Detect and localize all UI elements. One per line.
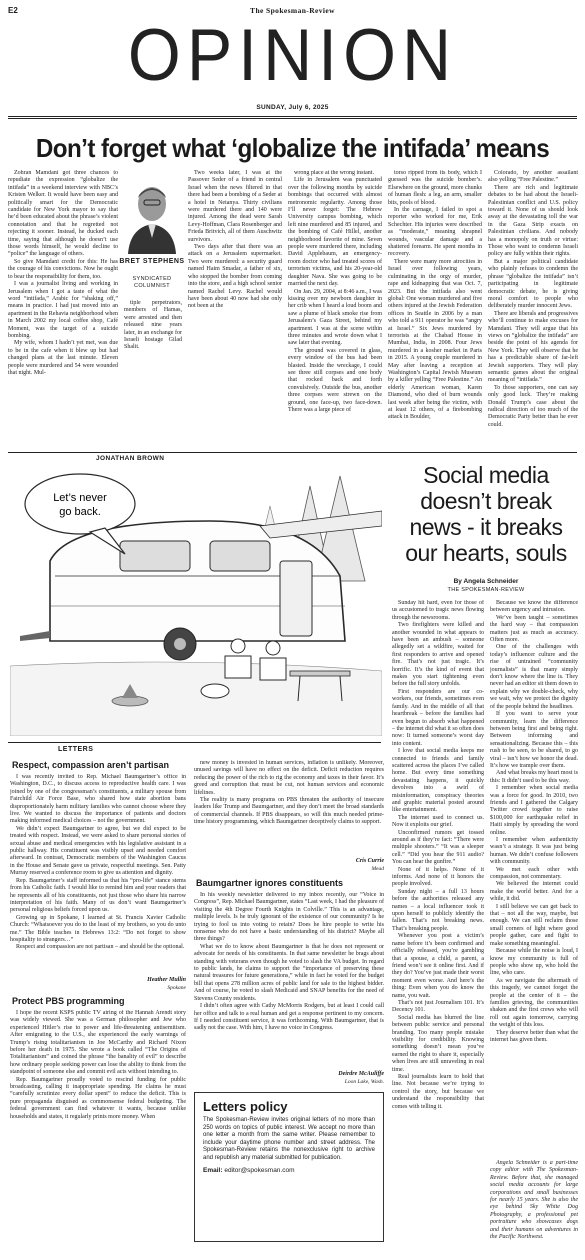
paragraph: Real journalists learn to hold that line. Not because we’re trying to control the story, but because we understand the responsibility that comes with telling it.: [392, 1074, 484, 1110]
paragraph: Sunday hit hard, even for those of us accustomed to tragic news flowing through the newsrooms.: [392, 600, 484, 621]
cartoonist-name: JONATHAN BROWN: [96, 455, 165, 462]
paragraph: Two weeks later, I was at the Passover Seder of a friend in central Israel when the news filtered in that there had been a bombing of a Seder at a hotel in Netanya. Thirty civilians were murdered there and 140 were injured. Among the dead were Sarah Levy-Hoffman, Clara Rosenberger and Frieda Britvich, all of them Auschwitz survivors.: [188, 170, 282, 243]
letters-title: LETTERS: [58, 746, 94, 753]
letter-body: [10, 774, 186, 974]
paragraph: Growing up in Spokane, I learned at St. Francis Xavier Catholic Church: “Whatsoever you do to the least of my brothers, so you do unto me.” The Bible teaches in Hebrews 13:2: “Do not forget to show hospitality to strangers…”: [10, 914, 186, 943]
letters-email-line: [203, 1167, 375, 1174]
paragraph: Two days after that there was an attack on a Jerusalem supermarket. Two were murdered: a security guard named Haim Smadar, a father of six, who stopped the bomber from coming into the store, and a high school senior named Rachel Levy. Rachel would have been about 40 now had she only not been at the: [188, 244, 282, 310]
paragraph: As we navigate the aftermath of this tragedy, we cannot forget the people at the center of it – the families grieving, the communities shaken and the first crews who will roll out again tomorrow, carrying the weight of this loss.: [490, 977, 578, 1029]
author-role: SYNDICATED COLUMNIST: [132, 276, 172, 289]
letter-text: [10, 1010, 186, 1121]
paragraph: What we do to know about Baumgartner is that he does not represent or advocate for needs of his constituents. In that same newsletter he brags about standing with veterans even though he voted to slash the VA budget. In regard to public lands, he claims to support the “importance of preserving these natural treasures for future generations,” while in fact he voted for the budget bill that opens 278 million acres of public land for sale to the highest bidder. And of course, he voted to slash Medicaid and SNAP benefits for the need of Stevens County residents.: [194, 943, 384, 1002]
paragraph: torso ripped from its body, which I guessed was the suicide bomber’s. Elsewhere on the ground, more chunks of human flesh: a leg, an arm, smaller bits, pools of blood.: [388, 170, 482, 206]
story-column: [288, 170, 382, 450]
paragraph: If you want to serve your community, learn the difference between being first and being right. Between informing and sensationalizing. Because this – this rush to be seen, to be shared, to go viral – isn’t how we honor the dead. It’s how we trample over them.: [490, 711, 578, 769]
social-column-text: [490, 600, 578, 1155]
story-column-text: [488, 170, 578, 429]
letter-body: [194, 760, 384, 856]
paragraph: To those supporters, one can say only good luck. They’re making Donald Trump’s case about the radical direction of too much of the Democratic Party better than he ever could.: [488, 384, 578, 428]
story-column-text: [388, 170, 482, 422]
story-column: [124, 300, 182, 448]
letter-signer: Cris Currie: [355, 858, 384, 864]
paragraph: I didn’t often agree with Cathy McMorris Rodgers, but at least I could call her office and talk to a real human and get a response pertinent to my concern. If I needed constituent service, it was forthcoming. With Baumgartner, that is sadly not the case. With him, I have no voice in Congress.: [194, 1003, 384, 1032]
letter-headline: Respect, compassion aren’t partisan: [12, 760, 170, 770]
author-name: BRET STEPHENS: [119, 258, 185, 265]
story-column: [8, 170, 118, 450]
editorial-cartoon: [10, 466, 382, 736]
paragraph: So give Mamdani credit for this: He has the courage of his convictions. Now he ought to bear the responsibility for them, too.: [8, 258, 118, 280]
story-column: [488, 170, 578, 450]
paragraph: The ground was covered in glass, every window of the bus had been blasted. Inside the wreckage, I could see three still corpses and one body that rocked back and forth convulsively. Outside the bus, another three corpses were strewn on the ground, one face-up, two face-down. There was a large piece of: [288, 347, 382, 413]
paragraph: But a major political candidate who plainly refuses to condemn the phrase “globalize the intifada” isn’t participating in legitimate democratic debate, he is giving moral comfort to people who deliberately murder innocent Jews.: [488, 258, 578, 310]
social-column-byline: By Angela Schneider: [453, 578, 519, 585]
letter-signer: Heather Mullin: [147, 977, 186, 983]
paragraph: Whenever you post a victim’s name before it’s been confirmed and officially released, you’re gambling that a spouse, a child, a parent, a friend won’t see it online first. And if they do? You’ve just made their worst moment even worse. And here’s the thing: Even when you do know the name, you wait.: [392, 933, 484, 999]
social-column-headline: Social media doesn’t break news - it breaks our hearts, souls: [405, 462, 567, 566]
story-column: [388, 170, 482, 450]
paragraph: Colorado, by another assailant also yelling “Free Palestine.”: [488, 170, 578, 184]
paragraph: In his weekly newsletter delivered to my inbox recently, our “Voice in Congress”, Rep. Michael Baumgartner, states “Last week, I had the pleasure of visiting the 4th Degree Fourth Knights in Colville.” This is an advantage, multiple levels. Is he truly ignorant of the existence of our community? Is he trying to fool us into voting to retain? Does he hire people to write his nonsense who do not have a basic understanding of his district? Maybe all three things?: [194, 892, 384, 943]
section-divider: [8, 452, 577, 453]
letter-headline: Baumgartner ignores constituents: [196, 878, 344, 888]
letters-policy-body: The Spokesman-Review invites original letters of no more than 250 words on topics of public interest. We accept no more than one letter a month from the same writer. Please remember to include your daytime phone number and street address. The Spokesman-Review retains the nonexclusive right to archive and republish any material submitted for publication.: [203, 1117, 375, 1161]
paragraph: I love that social media keeps me connected to friends and family scattered across the places I’ve called home. But every time something devastating happens, it quickly devolves into a swirl of misinformation, conspiracy theories and graphic material posted around like entertainment.: [392, 748, 484, 814]
paragraph: Zohran Mamdani got three chances to repudiate the expression “globalize the intifada” in a weekend interview with NBC’s Kristen Welker. It would have been easy and politically smart for the Democratic candidate for New York mayor to say that he’d been educated about the phrase’s violent connotation and that he regretted not rejecting it sooner. Instead, he ducked each time, saying that although he doesn’t use those words himself, he would decline to “police” the language of others.: [8, 170, 118, 258]
paragraph: tiple perpetrators, members of Hamas, were arrested and then released nine years later, in an exchange for Israeli hostage Gilad Shalit.: [124, 300, 182, 351]
paragraph: I hope the recent KSPS public TV airing of the Hannah Arendt story was widely viewed. She was a German philosopher and Jew who experienced Hitler’s rise to power and life-threatening antisemitism. After emigrating to the U.S., she experienced the early warnings of Trump’s rising totalitarianism in Joe McCarthy and Richard Nixon before her death in 1975. She wrote a book called “The Origins of Totalitarianism” and coined the phrase “the banality of evil” to describe how ordinary people seeking power can lose the ability to think from the standpoint of someone else and commit evil acts without intending to.: [10, 1010, 186, 1076]
paragraph: Rep. Baumgartner’s staff informed us that his “pro-life” stance stems from his Catholic faith. I would like to remind him and your readers that he represents all of his constituents, not just those who share his narrow interpretation of his faith. Many of us don’t want Baumgartner’s personal religious beliefs forced upon us.: [10, 877, 186, 914]
paragraph: Unconfirmed rumors get tossed around as if they’re fact: “There were multiple shooters.” “It was a sleeper cell.” “Did you hear the 911 audio? You can hear the gunfire.”: [392, 829, 484, 866]
paragraph: And what breaks my heart most is this: It didn’t used to be this way.: [490, 770, 578, 784]
paragraph: The reality is many programs on PBS threaten the authority of insecure leaders like Trump and Baumgartner, and they don’t meet the broad standards of commercial channels. If PBS disappears, so will this much needed prime-time history programming, which Baumgartner deceptively claims to support.: [194, 797, 384, 826]
section-masthead: OPINION: [127, 13, 458, 97]
paragraph: My wife, whom I hadn’t yet met, was due to be in the cafe when it blew up but had changed plans at the last minute. Eleven people were murdered and 54 were wounded that night. Mul-: [8, 340, 118, 376]
paragraph: I still believe we can get back to that – not all the way, maybe, but enough. We can still reclaim those small corners of light where good people gather, care and fight to make something meaningful.: [490, 903, 578, 947]
paragraph: Life in Jerusalem was punctuated over the following months by suicide bombings that occurred with almost metronomic regularity. Among those I’ll never forget: The Hebrew University campus bombing, which left nine murdered and 85 injured, and the bombing of Café Hillel, another neighborhood favorite of mine. Seven people were murdered there, including David Applebaum, an emergency-room doctor who had treated scores of terrorism victims, and his 20-year-old daughter Nava. She was going to be married the next day.: [288, 177, 382, 288]
paragraph: I remember when social media was a force for good. In 2010, two friends and I gathered the Calgary Twitter crowd together to raise $100,000 for earthquake relief in Haiti simply by spreading the word online.: [490, 785, 578, 836]
paragraph: I remember when authenticity wasn’t a strategy. It was just being human. We didn’t confuse followers with community.: [490, 837, 578, 866]
paragraph: Social media has blurred the line between public service and personal branding. Too many people mistake visibility for credibility. Knowing something doesn’t mean you’ve earned the right to share it, especially when lives are still unraveling in real time.: [392, 1014, 484, 1073]
paragraph: We didn’t expect Baumgartner to agree, but we did expect to be treated with respect. Instead, we were asked to share personal stories of sexual abuse and medical emergencies with his legislative assistant in a public hallway. His constituent was visibly upset and needed comfort afterward. In contrast, Democratic members of the Washington Caucus in the House and Senate gave us private, respectful meetings. Sen. Patty Murray reserved a conference room to give us attention and dignity.: [10, 825, 186, 877]
newspaper-name: The Spokesman-Review: [250, 6, 335, 15]
letter-location: Mead: [371, 866, 384, 872]
letters-policy-title: Letters policy: [203, 1099, 288, 1114]
social-column-text: [392, 600, 484, 1246]
paragraph: Sunday night – a full 13 hours before the authorities released any names – a local influencer took it upon herself to publicly identify the fallen. That’s not breaking news. That’s breaking people.: [392, 888, 484, 932]
speech-line: go back.: [59, 506, 101, 518]
story-column-text: [188, 170, 282, 311]
paragraph: Because while the noise is loud, I know my community is full of people who show up, who hold the line, who care.: [490, 948, 578, 977]
letter-headline: Protect PBS programming: [12, 996, 125, 1006]
paragraph: Because we know the difference between urgency and intrusion.: [490, 600, 578, 614]
paragraph: One of the challenges with today’s influencer culture and the rise of untrained “community journalists” is that many simply don’t know where the line is. They never had an editor sit them down to explain why we double-check, why we wait, why we protect the dignity of the people behind the headlines.: [490, 644, 578, 710]
letters-policy-box: [194, 1092, 384, 1242]
paragraph: I was recently invited to Rep. Michael Baumgartner’s office in Washington, D.C., to discuss access to reproductive health care. I was joined by one of the congressman’s constituents, a military spouse from Fairchild Air Force Base, who shared how state abortion bans disproportionately harm military families who cannot choose where they live. We wanted to discuss the importance of patients and doctors making informed medical choices – not the government.: [10, 774, 186, 825]
author-bio-text: [490, 1160, 578, 1241]
letter-text: [194, 760, 384, 827]
paragraph: In the carnage, I failed to spot a reporter who worked for me, Erik Schechter. His injuries were described as “moderate,” meaning shrapnel wounds, vascular damage and a shattered forearm. He spent months in recovery.: [388, 207, 482, 258]
letter-body: [194, 892, 384, 1068]
paragraph: On Jan. 29, 2004, at 8:46 a.m., I was kissing over my newborn daughter in her crib when I heard a loud boom and saw a plume of black smoke rise from Jerusalem’s Gaza Street, behind my apartment. I was at the scene within three minutes and wrote down what I saw later that evening.: [288, 288, 382, 347]
paragraph: new money is invested in human services, inflation is unlikely. Moreover, unused savings will have no effect on the deficit. Deficit reduction requires reducing the power of the rich to rig the economy and taxes in their favor. It’s greed and corruption that must be cut, not human services and economic lifelines.: [194, 760, 384, 796]
letter-location: Spokane: [167, 985, 186, 991]
paragraph: First responders are our co-workers, our friends, sometimes even family. And in the middle of all that heartbreak – before the families had even begun to absorb what happened – the internet did what it so often does now: It turned someone’s worst day into content.: [392, 688, 484, 747]
story-column: [188, 170, 282, 450]
paragraph: That’s not just Journalism 101. It’s Decency 101.: [392, 999, 484, 1014]
author-bio: [490, 1160, 578, 1246]
letter-signer: Deirdre McAuliffe: [338, 1071, 384, 1077]
author-portrait: [124, 178, 180, 254]
page-number: E2: [8, 6, 18, 15]
paragraph: There are liberals and progressives who’ll continue to make excuses for Mamdani. They will argue that his views on “globalize the intifada” are beside the point of his agenda for New York. They will observe that he has a predictable share of far-left Jewish supporters. They will play semantic games about the original meaning of “intifada.”: [488, 310, 578, 384]
paragraph: Two firefighters were killed and another wounded in what appears to have been an ambush – someone allegedly set a wildfire, waited for first responders to arrive and opened fire. That’s not just tragic. It’s horrific. It’s the kind of event that makes you start tightening even before the full story unfolds.: [392, 622, 484, 688]
paragraph: They deserve better than what the internet has given them.: [490, 1029, 578, 1043]
paragraph: There were many more atrocities in Israel over following years, culminating in the orgy of murder, rape and kidnapping that was Oct. 7, 2023. But the intifada also went global: One woman murdered and five others injured at the Jewish Federation offices in Seattle in 2006 by a man who told a 911 operator he was “angry at Israel.” Six Jews murdered by terrorists at the Chabad House in Mumbai, India, in 2008. Four Jews murdered in a kosher market in Paris in 2015. A young couple murdered in May after leaving a reception at Washington’s Capital Jewish Museum by a killer yelling “Free Palestine.” An elderly American woman, Karen Diamond, who died of burn wounds last week after being the victim, with at least 12 others, of a firebombing attack in Boulder,: [388, 258, 482, 421]
paragraph: wrong place at the wrong instant.: [294, 170, 374, 176]
social-text: [490, 600, 578, 1044]
paragraph: None of it helps. None of it informs. And none of it honors the people involved.: [392, 866, 484, 888]
story-column-text: [8, 170, 118, 377]
speech-line: Let’s never: [53, 492, 107, 504]
letter-text: [10, 774, 186, 952]
masthead-rule: [8, 116, 577, 117]
email-label: Email:: [203, 1166, 223, 1174]
social-column-org: THE SPOKESMAN-REVIEW: [447, 587, 525, 593]
letter-text: [194, 892, 384, 1033]
letter-location: Loon Lake, Wash.: [344, 1079, 384, 1085]
letter-body: [10, 1010, 186, 1246]
paragraph: We believed the internet could make the world better. And for a while, it did.: [490, 881, 578, 903]
paragraph: I was a journalist living and working in Jerusalem when I got a taste of what the word “intifada,” Arabic for “shaking off,” means in practice. I had just moved into an apartment in the Rehavia neighborhood when in March 2002 my local coffee shop, Café Moment, was the target of a suicide bombing.: [8, 281, 118, 339]
story-column-text: [124, 300, 182, 352]
paragraph: The internet used to connect us. Now it exploits our grief.: [392, 814, 484, 829]
paragraph: We met each other with compassion, not commentary.: [490, 866, 578, 881]
email-link[interactable]: editor@spokesman.com: [224, 1166, 295, 1174]
paragraph: We’ve been taught – sometimes the hard way – that compassion matters just as much as accuracy. Often more.: [490, 614, 578, 644]
story-column-text: [288, 170, 382, 414]
letters-divider: [8, 742, 381, 743]
paragraph: Rep. Baumgartner proudly voted to rescind funding for public broadcasting, calling it inappropriate spending. He claims he must “carefully scrutinize every dollar spent” to reduce the deficit. This is pure propaganda disguised as commonsense federal budgeting. The federal government can find whatever it wants, because unlike households and states, it regularly prints more money. When: [10, 1076, 186, 1120]
main-headline: Don’t forget what ‘globalize the intifada’ means: [35, 133, 550, 163]
masthead-rule: [8, 118, 577, 119]
paragraph: Respect and compassion are not partisan – and should be the optional.: [16, 944, 185, 951]
publication-date: SUNDAY, July 6, 2025: [256, 104, 329, 111]
social-text: [392, 600, 484, 1111]
paragraph: There are rich and legitimate debates to be had about the Israeli-Palestinian conflict and U.S. policy toward it. None of us should look away at the devastating toll the war in the Gaza Strip exacts on Palestinian civilians. And nobody has a monopoly on truth or virtue: Those who want to condemn Israeli policy are fully within their rights.: [488, 184, 578, 258]
paragraph: Angela Schneider is a part-time copy editor with The Spokesman-Review. Before that, she managed social media accounts for large corporations and small businesses for nearly 15 years. She is also the eye behind Sky White Dog Photography, a professional pet portraiture who showcases dogs and their humans on adventures in the Pacific Northwest.: [490, 1160, 578, 1241]
